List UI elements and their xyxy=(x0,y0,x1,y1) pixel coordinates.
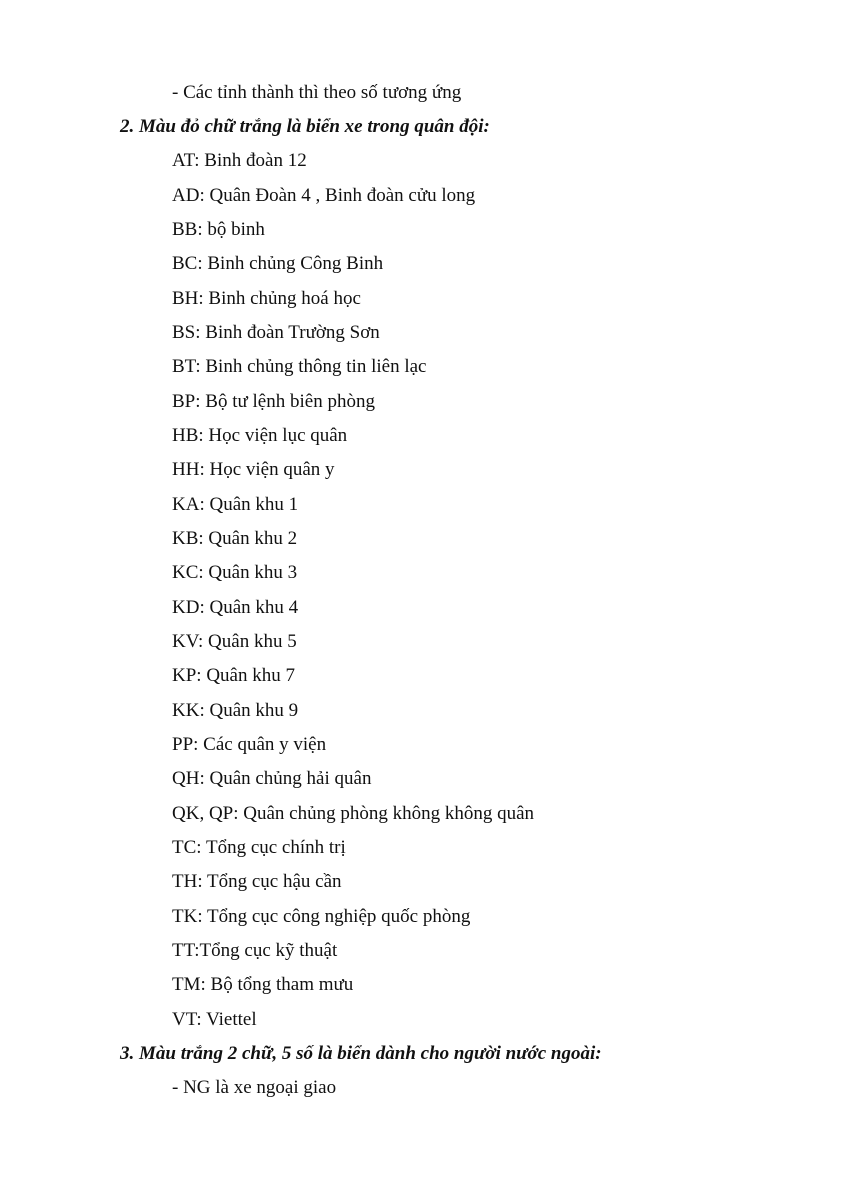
list-item: HH: Học viện quân y xyxy=(172,459,335,480)
list-item: TK: Tổng cục công nghiệp quốc phòng xyxy=(172,906,471,927)
intro-line: - Các tỉnh thành thì theo số tương ứng xyxy=(172,82,462,103)
list-item: KC: Quân khu 3 xyxy=(172,562,298,583)
list-item: BB: bộ binh xyxy=(172,219,265,240)
list-item: BT: Binh chủng thông tin liên lạc xyxy=(172,356,427,377)
list-item: - NG là xe ngoại giao xyxy=(172,1077,337,1098)
list-item: AD: Quân Đoàn 4 , Binh đoàn cửu long xyxy=(172,185,476,206)
list-item: BH: Binh chủng hoá học xyxy=(172,288,361,309)
list-item: QK, QP: Quân chủng phòng không không quân xyxy=(172,803,535,824)
list-item: TC: Tổng cục chính trị xyxy=(172,837,346,858)
list-item: KK: Quân khu 9 xyxy=(172,700,299,721)
list-item: KB: Quân khu 2 xyxy=(172,528,298,549)
list-item: KP: Quân khu 7 xyxy=(172,665,295,686)
list-item: TM: Bộ tổng tham mưu xyxy=(172,974,354,995)
section-2-heading: 2. Màu đỏ chữ trắng là biển xe trong quân đội: xyxy=(120,116,490,137)
list-item: AT: Binh đoàn 12 xyxy=(172,150,307,171)
list-item: HB: Học viện lục quân xyxy=(172,425,348,446)
list-item: TT:Tổng cục kỹ thuật xyxy=(172,940,338,961)
list-item: BS: Binh đoàn Trường Sơn xyxy=(172,322,380,343)
list-item: BC: Binh chủng Công Binh xyxy=(172,253,384,274)
list-item: PP: Các quân y viện xyxy=(172,734,327,755)
list-item: VT: Viettel xyxy=(172,1009,257,1030)
section-3-heading: 3. Màu trắng 2 chữ, 5 số là biển dành cho người nước ngoài: xyxy=(120,1043,602,1064)
list-item: QH: Quân chủng hải quân xyxy=(172,768,372,789)
list-item: TH: Tổng cục hậu cần xyxy=(172,871,342,892)
list-item: KD: Quân khu 4 xyxy=(172,597,299,618)
list-item: BP: Bộ tư lệnh biên phòng xyxy=(172,391,375,412)
list-item: KA: Quân khu 1 xyxy=(172,494,299,515)
list-item: KV: Quân khu 5 xyxy=(172,631,297,652)
